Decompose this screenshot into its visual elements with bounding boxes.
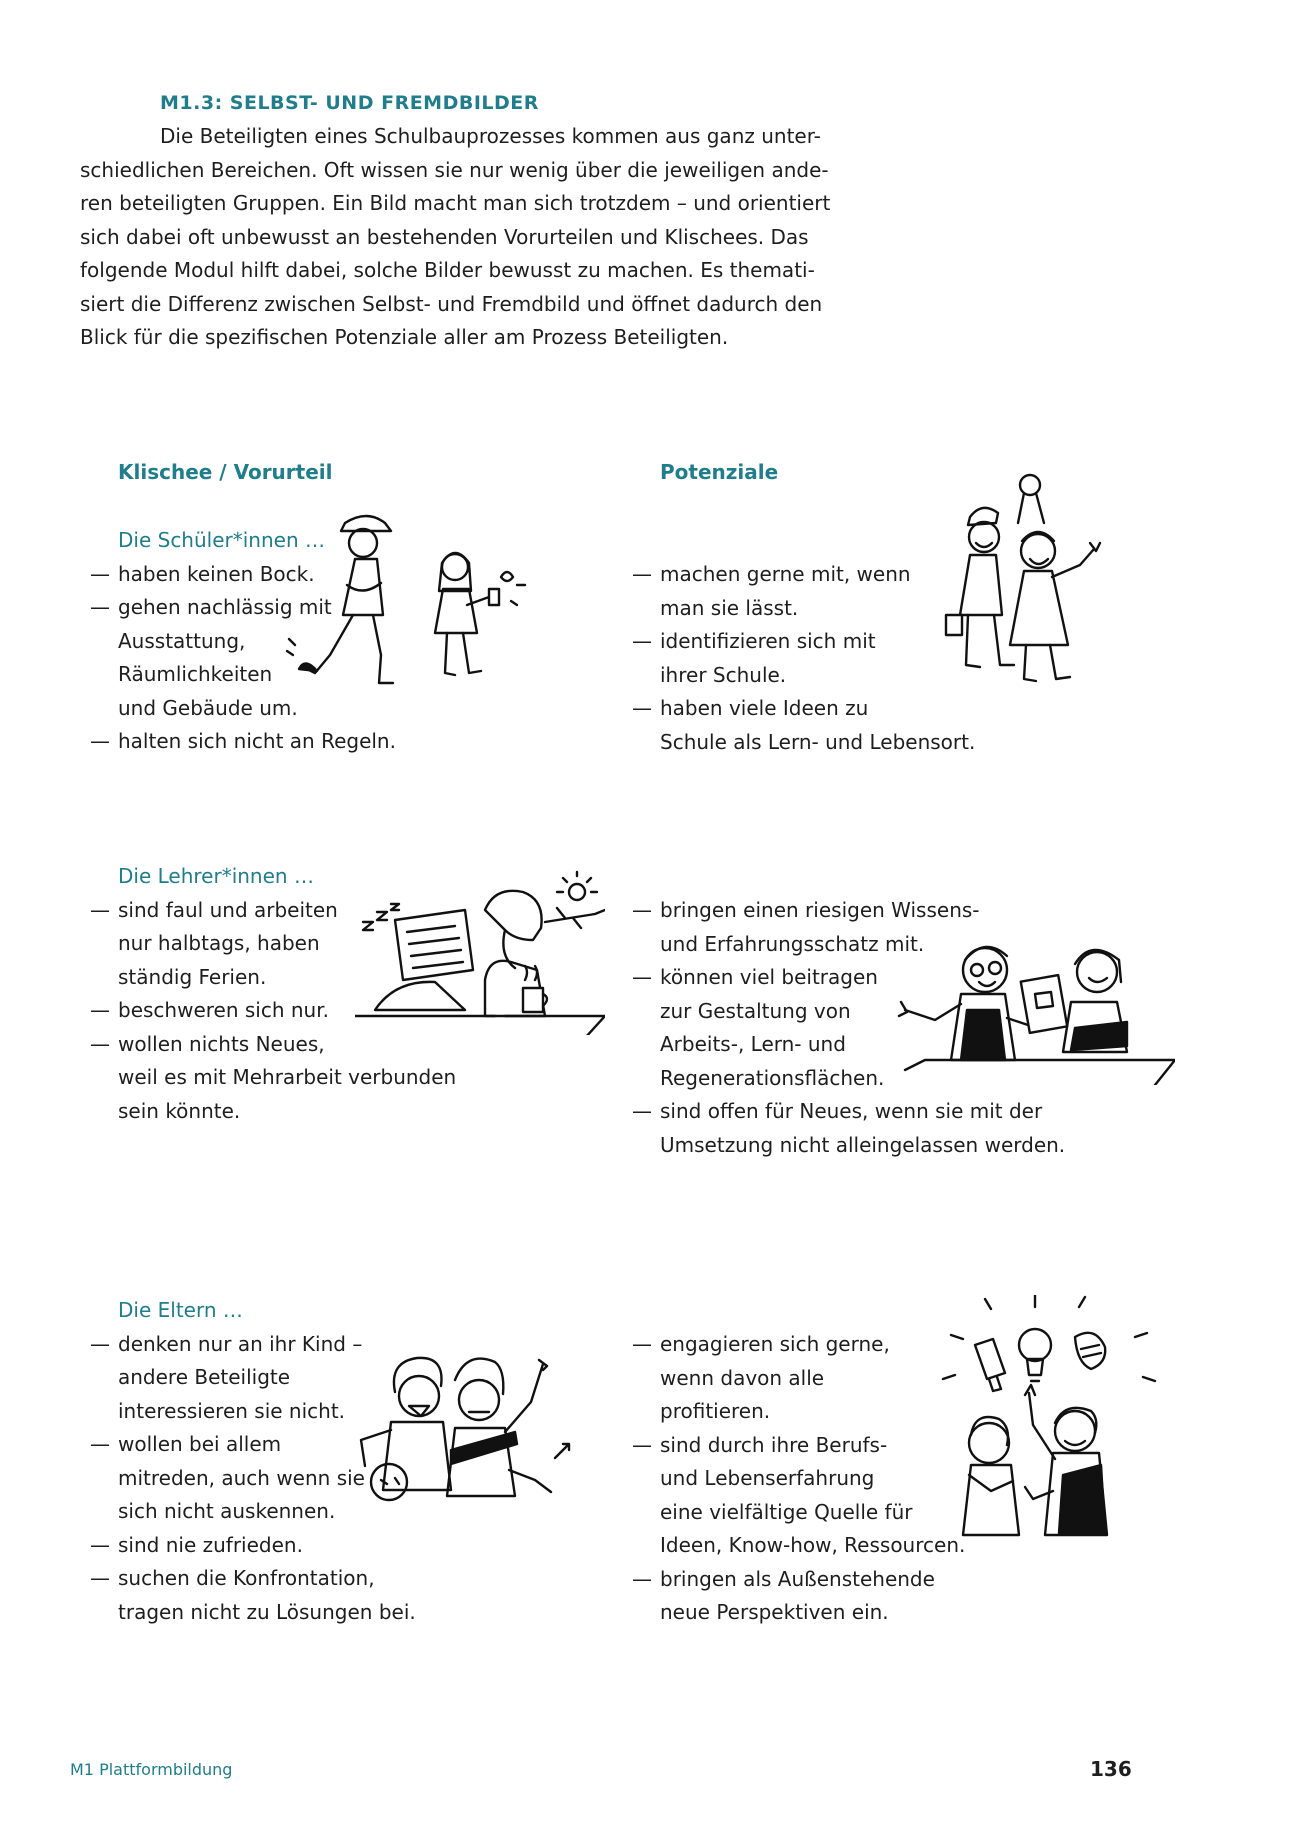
cliche-item: — wollen bei allem mitreden, auch wenn sie sich nicht auskennen. (90, 1432, 365, 1523)
cliche-item: — denken nur an ihr Kind – andere Beteiligte interessieren sie nicht. (90, 1331, 363, 1423)
potential-block-students (632, 558, 975, 759)
tired-teachers-illustration (355, 870, 605, 1035)
intro-line: folgende Modul hilft dabei, solche Bilder bewusst zu machen. Es themati- (80, 258, 815, 282)
potential-item: — engagieren sich gerne, wenn davon alle profitieren. (632, 1332, 890, 1423)
column-heading-cliche: Klischee / Vorurteil (118, 460, 333, 484)
happy-students-illustration (940, 465, 1120, 695)
column-heading-potential: Potenziale (660, 460, 779, 484)
potential-item: — bringen einen riesigen Wissens- und Erfahrungsschatz mit. (632, 898, 980, 956)
intro-line: sich dabei oft unbewusst an bestehenden Vorurteilen und Klischees. Das (80, 224, 809, 249)
intro-line: ren beteiligten Gruppen. Ein Bild macht man sich trotzdem – und orientiert (80, 191, 831, 215)
section-heading: M1.3: SELBST- UND FREMDBILDER (160, 92, 539, 114)
engaged-teachers-illustration (895, 920, 1175, 1085)
intro-line: Die Beteiligten eines Schulbauprozesses kommen aus ganz unter- (160, 124, 821, 148)
intro-line: siert die Differenz zwischen Selbst- und Fremdbild und öffnet dadurch den (80, 291, 823, 316)
group-subheading: Die Eltern … (118, 1298, 243, 1322)
cliche-item: — sind nie zufrieden. (90, 1532, 303, 1557)
idea-parents-illustration (935, 1295, 1175, 1555)
potential-item: — haben viele Ideen zu Schule als Lern- und Lebensort. (632, 696, 976, 754)
intro-line: Blick für die spezifischen Potenziale aller am Prozess Beteiligten. (80, 325, 729, 349)
potential-block-parents (632, 1328, 965, 1630)
group-subheading: Die Lehrer*innen … (118, 864, 314, 888)
cliche-item: — suchen die Konfrontation, tragen nicht zu Lösungen bei. (90, 1566, 416, 1624)
cliche-item: — beschweren sich nur. (90, 998, 329, 1022)
page-number: 136 (1090, 1757, 1132, 1781)
intro-paragraph (80, 120, 840, 355)
group-subheading: Die Schüler*innen … (118, 528, 325, 552)
arguing-parents-illustration (355, 1340, 580, 1525)
potential-item: — bringen als Außenstehende neue Perspektiven ein. (632, 1566, 935, 1624)
cliche-item: — sind faul und arbeiten nur halbtags, haben ständig Ferien. (90, 897, 338, 989)
cliche-item: — gehen nachlässig mit Ausstattung, Räumlichkeiten und Gebäude um. (90, 595, 332, 720)
potential-item: — können viel beitragen zur Gestaltung von Arbeits-, Lern- und Regenerationsflächen. (632, 965, 885, 1090)
potential-item: — sind offen für Neues, wenn sie mit der Umsetzung nicht alleingelassen werden. (632, 1099, 1066, 1157)
potential-item: — sind durch ihre Berufs- und Lebenserfahrung eine vielfältige Quelle für Ideen, Know-how, Ressourcen. (632, 1432, 966, 1557)
bored-students-illustration (285, 505, 535, 690)
potential-item: — machen gerne mit, wenn man sie lässt. (632, 562, 911, 620)
potential-item: — identifizieren sich mit ihrer Schule. (632, 629, 876, 687)
intro-line: schiedlichen Bereichen. Oft wissen sie nur wenig über die jeweiligen ande- (80, 157, 829, 182)
cliche-item: — haben keinen Bock. (90, 561, 315, 586)
cliche-item: — wollen nichts Neues, weil es mit Mehrarbeit verbunden sein könnte. (90, 1031, 457, 1123)
cliche-item: — halten sich nicht an Regeln. (90, 729, 396, 753)
footer-section-label: M1 Plattformbildung (70, 1760, 233, 1779)
